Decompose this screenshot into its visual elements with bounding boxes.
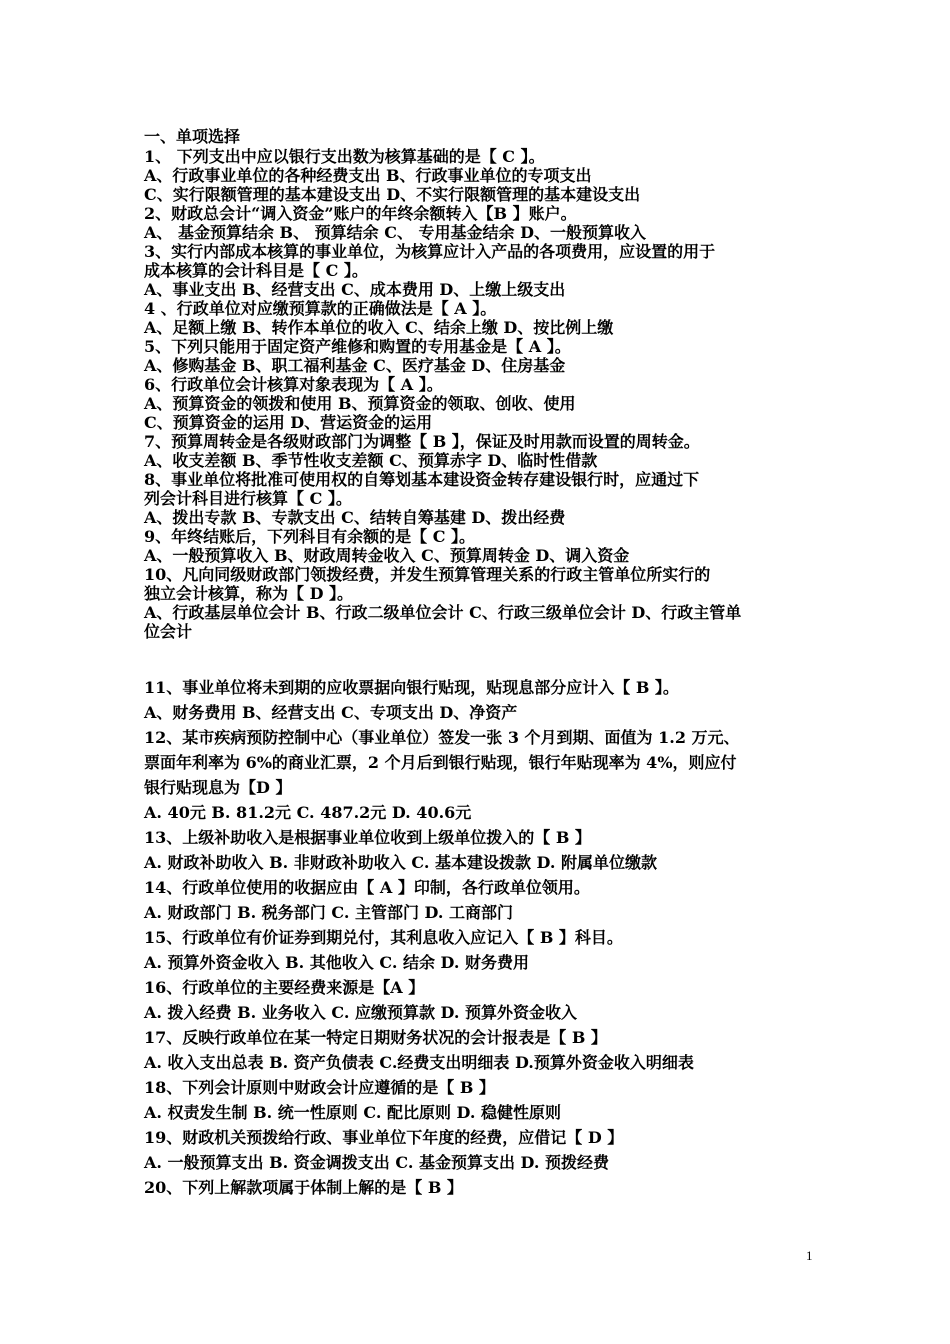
text-line: 8、事业单位将批准可使用权的自筹划基本建设资金转存建设银行时，应通过下	[144, 470, 700, 489]
text-line: 9、年终结账后，下列科目有余额的是【 C 】。	[144, 527, 476, 546]
text-line: C、预算资金的运用 D、营运资金的运用	[144, 413, 433, 432]
text-line: 票面年利率为 6%的商业汇票，2 个月后到银行贴现，银行年贴现率为 4%，则应付	[144, 753, 737, 772]
text-line: 2、财政总会计“调入资金”账户的年终余额转入【B 】账户。	[144, 204, 577, 223]
text-line: 18、下列会计原则中财政会计应遵循的是【 B 】	[144, 1078, 495, 1097]
text-line: A. 收入支出总表 B. 资产负债表 C.经费支出明细表 D.预算外资金收入明细表	[144, 1053, 694, 1072]
text-line: 15、行政单位有价证券到期兑付，其利息收入应记入【 B 】科目。	[144, 928, 623, 947]
text-line: 17、反映行政单位在某一特定日期财务状况的会计报表是【 B 】	[144, 1028, 607, 1047]
text-line: A、收支差额 B、季节性收支差额 C、预算赤字 D、临时性借款	[144, 451, 598, 470]
text-line: A、一般预算收入 B、财政周转金收入 C、预算周转金 D、调入资金	[144, 546, 630, 565]
section-title: 一、单项选择	[144, 127, 241, 146]
text-line: 13、上级补助收入是根据事业单位收到上级单位拨入的【 B 】	[144, 828, 591, 847]
text-line: A. 权责发生制 B. 统一性原则 C. 配比原则 D. 稳健性原则	[144, 1103, 561, 1122]
page-number: 1	[806, 1248, 813, 1263]
text-line: 位会计	[144, 622, 193, 641]
text-line: 独立会计核算，称为【 D 】。	[144, 584, 354, 603]
text-line: 列会计科目进行核算【 C 】。	[144, 489, 352, 508]
text-line: A. 财政补助收入 B. 非财政补助收入 C. 基本建设拨款 D. 附属单位缴款	[144, 853, 657, 872]
text-line: A. 财政部门 B. 税务部门 C. 主管部门 D. 工商部门	[144, 903, 513, 922]
text-line: A、 基金预算结余 B、 预算结余 C、 专用基金结余 D、一般预算收入	[144, 223, 646, 242]
text-line: 1、 下列支出中应以银行支出数为核算基础的是【 C 】。	[144, 147, 545, 166]
text-line: A、足额上缴 B、转作本单位的收入 C、结余上缴 D、按比例上缴	[144, 318, 614, 337]
text-line: 20、下列上解款项属于体制上解的是【 B 】	[144, 1178, 463, 1197]
text-line: 12、某市疾病预防控制中心（事业单位）签发一张 3 个月到期、面值为 1.2 万元、	[144, 728, 740, 747]
question-content	[144, 127, 809, 1200]
text-line: 银行贴现息为【D 】	[144, 778, 292, 797]
text-line: A. 预算外资金收入 B. 其他收入 C. 结余 D. 财务费用	[144, 953, 529, 972]
text-line: A、事业支出 B、经营支出 C、成本费用 D、上缴上级支出	[144, 280, 566, 299]
text-line: 3、实行内部成本核算的事业单位，为核算应计入产品的各项费用，应设置的用于	[144, 242, 716, 261]
text-line: A、财务费用 B、经营支出 C、专项支出 D、净资产	[144, 703, 518, 722]
text-line: 16、行政单位的主要经费来源是【A 】	[144, 978, 425, 997]
text-line: A、预算资金的领拨和使用 B、预算资金的领取、创收、使用	[144, 394, 576, 413]
text-line: 7、预算周转金是各级财政部门为调整【 B 】，保证及时用款而设置的周转金。	[144, 432, 700, 451]
text-line: A、行政基层单位会计 B、行政二级单位会计 C、行政三级单位会计 D、行政主管单	[144, 603, 742, 622]
text-line: 10、凡向同级财政部门领拨经费，并发生预算管理关系的行政主管单位所实行的	[144, 565, 711, 584]
text-line: 4 、行政单位对应缴预算款的正确做法是【 A 】。	[144, 299, 497, 318]
text-line: 19、财政机关预拨给行政、事业单位下年度的经费，应借记【 D 】	[144, 1128, 624, 1147]
text-line: 成本核算的会计科目是【 C 】。	[144, 261, 368, 280]
text-line: A、行政事业单位的各种经费支出 B、行政事业单位的专项支出	[144, 166, 592, 185]
text-line: C、实行限额管理的基本建设支出 D、不实行限额管理的基本建设支出	[144, 185, 641, 204]
questions-block-2	[144, 675, 809, 1200]
text-line: A、修购基金 B、职工福利基金 C、医疗基金 D、住房基金	[144, 356, 566, 375]
text-line: A. 拨入经费 B. 业务收入 C. 应缴预算款 D. 预算外资金收入	[144, 1003, 577, 1022]
text-line: 5、下列只能用于固定资产维修和购置的专用基金是【 A 】。	[144, 337, 571, 356]
text-line: A. 一般预算支出 B. 资金调拨支出 C. 基金预算支出 D. 预拨经费	[144, 1153, 609, 1172]
text-line: A、拨出专款 B、专款支出 C、结转自筹基建 D、拨出经费	[144, 508, 566, 527]
questions-block-1	[144, 147, 809, 641]
text-line: 14、行政单位使用的收据应由【 A 】印制，各行政单位领用。	[144, 878, 590, 897]
text-line: A. 40元 B. 81.2元 C. 487.2元 D. 40.6元	[144, 803, 472, 822]
text-line: 6、行政单位会计核算对象表现为【 A 】。	[144, 375, 443, 394]
text-line: 11、事业单位将未到期的应收票据向银行贴现，贴现息部分应计入【 B 】。	[144, 678, 679, 697]
